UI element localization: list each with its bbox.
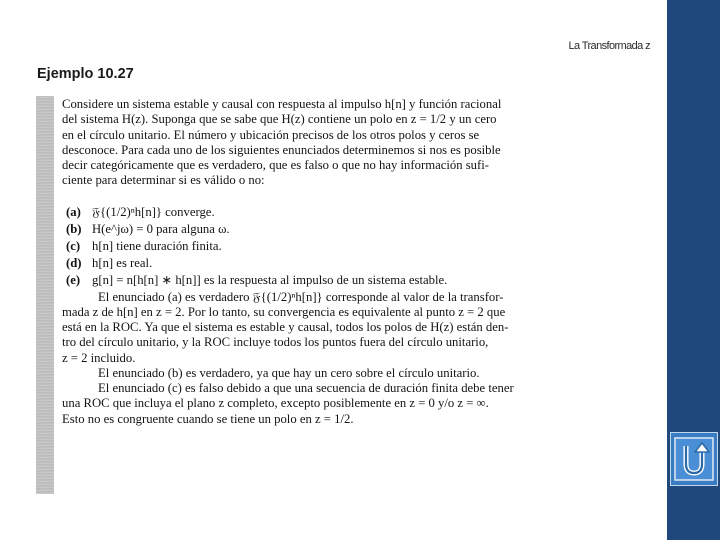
answer-line: una ROC que incluya el plano z completo, excepto posiblemente en z = 0 y/o z = ∞. xyxy=(62,396,489,411)
slide-title: La Transformada z xyxy=(568,40,650,52)
intro-line: ciente para determinar si es válido o no: xyxy=(62,173,265,188)
list-item xyxy=(62,272,552,289)
list-item xyxy=(62,221,552,238)
intro-line: desconoce. Para cada uno de los siguientes enunciados determinemos si nos es posible xyxy=(62,142,501,157)
answer-line: El enunciado (b) es verdadero, ya que hay un cero sobre el círculo unitario. xyxy=(98,365,480,380)
item-label: (c) xyxy=(66,238,81,253)
intro-paragraph xyxy=(62,97,552,189)
answer-paragraph-a xyxy=(62,290,552,366)
item-text: h[n] es real. xyxy=(92,256,153,271)
answer-paragraph-b xyxy=(62,366,552,381)
answer-line: tro del círculo unitario, y la ROC incluye todos los puntos fuera del círculo unitario, xyxy=(62,335,489,350)
example-title: Ejemplo 10.27 xyxy=(37,66,134,82)
item-label: (d) xyxy=(66,256,82,271)
item-text: h[n] tiene duración finita. xyxy=(92,238,222,253)
item-text: H(e^jω) = 0 para alguna ω. xyxy=(92,221,230,236)
answer-paragraph-c xyxy=(62,381,552,427)
list-item xyxy=(62,255,552,272)
answer-line: mada z de h[n] en z = 2. Por lo tanto, su convergencia es equivalente al punto z = 2 que xyxy=(62,304,506,319)
scan-margin-bar xyxy=(36,96,54,494)
return-button[interactable] xyxy=(670,432,718,486)
intro-line: en el círculo unitario. El número y ubicación precisos de los otros polos y ceros se xyxy=(62,127,480,142)
scanned-page xyxy=(35,66,552,496)
statement-list xyxy=(62,204,552,290)
list-item xyxy=(62,238,552,255)
answer-line: El enunciado (c) es falso debido a que una secuencia de duración finita debe tener xyxy=(98,381,514,396)
intro-line: decir categóricamente que es verdadero, que es falso o que no hay información sufi- xyxy=(62,158,489,172)
intro-line: del sistema H(z). Suponga que se sabe que H(z) contiene un polo en z = 1/2 y un cero xyxy=(62,112,497,127)
item-text: g[n] = n[h[n] ∗ h[n]] es la respuesta al impulso de un sistema estable. xyxy=(92,273,448,288)
answer-line: El enunciado (a) es verdadero 𝔉{(1/2)ⁿh[n]} corresponde al valor de la transfor- xyxy=(98,289,504,304)
example-body xyxy=(62,97,552,427)
item-label: (e) xyxy=(66,273,81,288)
item-label: (b) xyxy=(66,221,82,236)
u-turn-return-icon xyxy=(674,437,714,481)
list-item xyxy=(62,204,552,221)
answer-line: Esto no es congruente cuando se tiene un polo en z = 1/2. xyxy=(62,411,354,426)
item-label: (a) xyxy=(66,204,81,219)
answer-line: está en la ROC. Ya que el sistema es estable y causal, todos los polos de H(z) están den- xyxy=(62,320,509,335)
intro-line: Considere un sistema estable y causal con respuesta al impulso h[n] y función racional xyxy=(62,97,502,111)
item-text: 𝔉{(1/2)ⁿh[n]} converge. xyxy=(92,204,215,219)
answer-line: z = 2 incluido. xyxy=(62,350,136,365)
